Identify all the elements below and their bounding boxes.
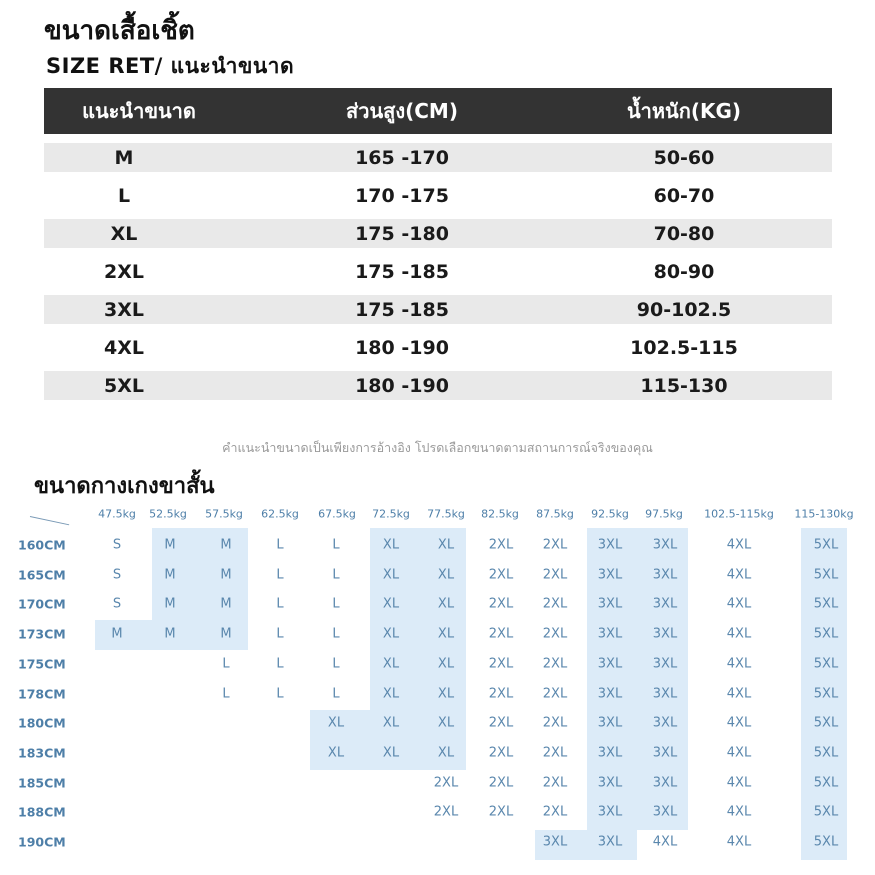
weight-cell: 115-130 (640, 374, 728, 397)
size-cell: L (276, 567, 284, 583)
size-cell: 5XL (813, 656, 839, 672)
height-label: 183CM (18, 745, 66, 761)
size-cell: 4XL (726, 775, 752, 791)
size-cell: XL (382, 567, 400, 583)
height-label: 165CM (18, 567, 66, 583)
size-cell: XL (437, 656, 455, 672)
size-cell: 2XL (542, 596, 568, 612)
weight-cell: 80-90 (653, 260, 715, 283)
size-cell: 5XL (813, 775, 839, 791)
size-cell: 3XL (597, 537, 623, 553)
size-cell: M (164, 626, 176, 642)
weight-label: 102.5-115kg (704, 507, 774, 521)
size-cell: 3XL (597, 745, 623, 761)
height-cell: 180 -190 (355, 336, 449, 359)
size-cell: 2XL (542, 656, 568, 672)
size-cell: XL (437, 537, 455, 553)
size-cell: M (220, 626, 232, 642)
weight-label: 62.5kg (261, 507, 299, 521)
size-cell: 2XL (542, 804, 568, 820)
size-cell: XL (327, 715, 345, 731)
size-cell: S (112, 596, 122, 612)
size-cell: 2XL (488, 567, 514, 583)
size-disclaimer-note: คำแนะนำขนาดเป็นเพียงการอ้างอิง โปรดเลือกขนาดตามสถานการณ์จริงของคุณ (222, 440, 653, 455)
size-cell: M (220, 596, 232, 612)
shirt-size-subtitle: SIZE RET/ แนะนำขนาด (46, 54, 295, 78)
size-cell: 3XL (652, 626, 678, 642)
height-cell: 175 -180 (355, 222, 449, 245)
size-cell: 4XL (726, 745, 752, 761)
size-cell: 5XL (813, 834, 839, 850)
height-label: 175CM (18, 656, 66, 672)
size-cell: 2XL (104, 260, 144, 283)
size-cell: L (276, 656, 284, 672)
size-cell: 3XL (652, 656, 678, 672)
size-cell: 5XL (104, 374, 144, 397)
size-cell: 2XL (488, 775, 514, 791)
size-cell: 2XL (488, 686, 514, 701)
size-cell: S (112, 537, 122, 553)
size-cell: 2XL (488, 656, 514, 672)
size-cell: XL (382, 656, 400, 672)
size-cell: 3XL (652, 715, 678, 731)
height-label: 173CM (18, 626, 66, 642)
size-cell: L (276, 537, 284, 553)
size-cell: XL (382, 715, 400, 731)
size-cell: 2XL (542, 775, 568, 791)
size-cell: 3XL (597, 775, 623, 791)
size-cell: 4XL (726, 804, 752, 820)
weight-cell: 102.5-115 (630, 336, 738, 359)
highlight-block-xl (370, 528, 466, 710)
size-cell: XL (382, 626, 400, 642)
size-cell: 3XL (542, 834, 568, 850)
size-cell: 3XL (652, 745, 678, 761)
height-cell: 170 -175 (355, 184, 449, 207)
size-cell: 3XL (652, 775, 678, 791)
size-cell: 2XL (542, 745, 568, 761)
size-cell: L (222, 656, 230, 672)
size-cell: 3XL (597, 686, 623, 701)
weight-cell: 50-60 (653, 146, 715, 169)
size-cell: L (222, 686, 230, 701)
size-cell: 5XL (813, 596, 839, 612)
size-cell: 5XL (813, 567, 839, 583)
size-cell: 3XL (652, 596, 678, 612)
size-cell: XL (437, 715, 455, 731)
size-cell: L (276, 596, 284, 612)
size-cell: 4XL (726, 715, 752, 731)
header-height: ส่วนสูง(CM) (346, 99, 458, 123)
size-cell: 3XL (652, 537, 678, 553)
size-cell: 3XL (597, 596, 623, 612)
size-cell: 3XL (597, 567, 623, 583)
size-cell: M (114, 146, 134, 169)
size-cell: M (220, 537, 232, 553)
size-cell: M (111, 626, 123, 642)
size-cell: L (276, 626, 284, 642)
size-cell: 4XL (726, 596, 752, 612)
size-cell: 2XL (488, 626, 514, 642)
size-cell: M (164, 596, 176, 612)
height-label: 190CM (18, 834, 66, 850)
size-cell: L (332, 537, 340, 553)
header-weight: น้ำหนัก(KG) (626, 99, 742, 123)
header-size: แนะนำขนาด (82, 99, 196, 123)
size-cell: XL (437, 626, 455, 642)
size-cell: XL (437, 745, 455, 761)
size-cell: 3XL (652, 804, 678, 820)
size-cell: 4XL (726, 537, 752, 553)
size-cell: 3XL (652, 567, 678, 583)
size-cell: 4XL (726, 686, 752, 701)
size-cell: 2XL (488, 715, 514, 731)
size-cell: XL (382, 745, 400, 761)
size-cell: 5XL (813, 537, 839, 553)
shorts-size-title: ขนาดกางเกงขาสั้น (34, 474, 215, 499)
height-label: 180CM (18, 715, 66, 731)
size-cell: 4XL (726, 567, 752, 583)
weight-label: 82.5kg (481, 507, 519, 521)
size-cell: L (332, 686, 340, 701)
size-cell: XL (110, 222, 138, 245)
size-cell: 2XL (433, 804, 459, 820)
size-cell: M (164, 567, 176, 583)
height-label: 160CM (18, 537, 66, 553)
height-label: 178CM (18, 686, 66, 701)
size-cell: M (164, 537, 176, 553)
size-cell: 3XL (597, 834, 623, 850)
size-cell: 2XL (542, 686, 568, 701)
size-cell: 2XL (488, 537, 514, 553)
size-cell: S (112, 567, 122, 583)
weight-label: 47.5kg (98, 507, 136, 521)
size-cell: L (332, 596, 340, 612)
height-cell: 175 -185 (355, 260, 449, 283)
weight-label: 92.5kg (591, 507, 629, 521)
size-cell: 3XL (104, 298, 144, 321)
size-cell: XL (437, 567, 455, 583)
size-cell: 2XL (542, 626, 568, 642)
weight-label: 52.5kg (149, 507, 187, 521)
size-cell: 2XL (542, 715, 568, 731)
size-cell: 3XL (652, 686, 678, 701)
size-cell: 4XL (104, 336, 144, 359)
weight-label: 87.5kg (536, 507, 574, 521)
height-label: 170CM (18, 596, 66, 612)
weight-label: 67.5kg (318, 507, 356, 521)
height-cell: 165 -170 (355, 146, 449, 169)
size-cell: L (117, 184, 131, 207)
size-cell: 5XL (813, 804, 839, 820)
size-cell: 2XL (488, 596, 514, 612)
size-cell: L (332, 656, 340, 672)
size-cell: XL (437, 596, 455, 612)
size-cell: 4XL (726, 626, 752, 642)
size-cell: 2XL (433, 775, 459, 791)
size-cell: 5XL (813, 745, 839, 761)
height-cell: 180 -190 (355, 374, 449, 397)
weight-cell: 60-70 (653, 184, 715, 207)
height-cell: 175 -185 (355, 298, 449, 321)
size-cell: 5XL (813, 715, 839, 731)
height-label: 185CM (18, 775, 66, 791)
size-cell: 3XL (597, 804, 623, 820)
size-cell: L (276, 686, 284, 701)
size-cell: 5XL (813, 686, 839, 701)
size-cell: 5XL (813, 626, 839, 642)
size-cell: M (220, 567, 232, 583)
size-cell: 2XL (488, 804, 514, 820)
size-cell: 3XL (597, 626, 623, 642)
weight-cell: 90-102.5 (636, 298, 732, 321)
weight-label: 77.5kg (427, 507, 465, 521)
size-cell: 2XL (542, 537, 568, 553)
weight-cell: 70-80 (653, 222, 715, 245)
shirt-size-title: ขนาดเสื้อเชิ้ต (44, 16, 195, 46)
size-cell: XL (382, 596, 400, 612)
size-cell: 4XL (726, 656, 752, 672)
size-cell: 2XL (542, 567, 568, 583)
weight-label: 115-130kg (794, 507, 854, 521)
size-cell: XL (382, 537, 400, 553)
size-cell: L (332, 626, 340, 642)
size-cell: 2XL (488, 745, 514, 761)
weight-label: 57.5kg (205, 507, 243, 521)
size-cell: L (332, 567, 340, 583)
weight-label: 72.5kg (372, 507, 410, 521)
size-cell: XL (437, 686, 455, 701)
size-cell: XL (327, 745, 345, 761)
weight-label: 97.5kg (645, 507, 683, 521)
size-cell: 4XL (726, 834, 752, 850)
size-cell: 3XL (597, 715, 623, 731)
size-cell: XL (382, 686, 400, 701)
size-cell: 4XL (652, 834, 678, 850)
size-cell: 3XL (597, 656, 623, 672)
height-label: 188CM (18, 804, 66, 820)
